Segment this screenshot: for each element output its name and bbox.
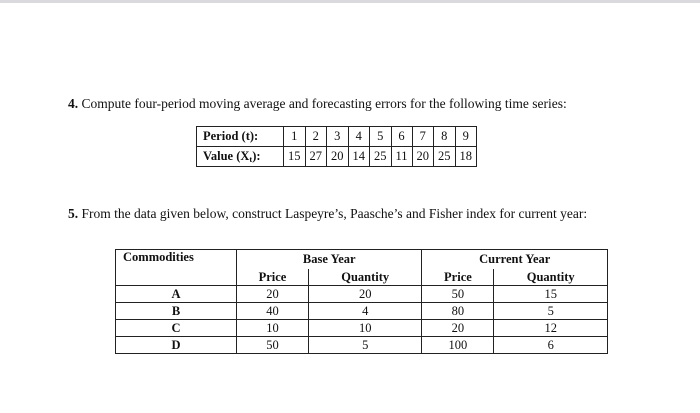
base-qty-cell: 4 xyxy=(308,303,422,320)
question-5-number: 5. xyxy=(68,206,79,221)
value-cell: 25 xyxy=(370,147,392,167)
base-qty-cell: 10 xyxy=(308,320,422,337)
period-label: Period (t): xyxy=(197,127,284,147)
question-4 xyxy=(68,96,567,112)
base-qty-cell: 20 xyxy=(308,286,422,303)
period-cell: 5 xyxy=(370,127,392,147)
col-base-year: Base Year xyxy=(237,250,422,270)
table-row xyxy=(116,320,608,337)
value-cell: 27 xyxy=(305,147,327,167)
commodities-table xyxy=(115,249,608,354)
period-cell: 3 xyxy=(327,127,349,147)
header-row-1 xyxy=(116,250,608,270)
commodity-cell: A xyxy=(116,286,237,303)
period-cell: 9 xyxy=(455,127,477,147)
cur-price-cell: 100 xyxy=(422,337,494,354)
commodity-cell: B xyxy=(116,303,237,320)
value-label xyxy=(197,147,284,167)
value-cell: 25 xyxy=(434,147,456,167)
value-cell: 18 xyxy=(455,147,477,167)
time-series-table xyxy=(196,126,477,167)
cur-qty-cell: 5 xyxy=(494,303,608,320)
period-cell: 2 xyxy=(305,127,327,147)
cur-price-cell: 80 xyxy=(422,303,494,320)
cur-qty-cell: 12 xyxy=(494,320,608,337)
period-cell: 7 xyxy=(412,127,434,147)
period-cell: 1 xyxy=(284,127,306,147)
base-price-cell: 50 xyxy=(237,337,309,354)
value-label-text: Value (X xyxy=(203,149,250,163)
period-cell: 6 xyxy=(391,127,412,147)
period-cell: 4 xyxy=(348,127,370,147)
top-border xyxy=(0,0,700,3)
col-current-price: Price xyxy=(422,269,494,286)
cur-qty-cell: 6 xyxy=(494,337,608,354)
cur-price-cell: 20 xyxy=(422,320,494,337)
table-row xyxy=(116,337,608,354)
question-5-text: From the data given below, construct Laspeyre’s, Paasche’s and Fisher index for current year: xyxy=(78,206,588,221)
value-cell: 15 xyxy=(284,147,306,167)
value-cell: 20 xyxy=(327,147,349,167)
table-row xyxy=(116,303,608,320)
col-base-quantity: Quantity xyxy=(308,269,422,286)
value-label-subscript: t xyxy=(249,154,253,164)
col-current-year: Current Year xyxy=(422,250,608,270)
question-5 xyxy=(68,206,587,222)
base-price-cell: 10 xyxy=(237,320,309,337)
period-cell: 8 xyxy=(434,127,456,147)
question-4-number: 4. xyxy=(68,96,79,111)
base-price-cell: 40 xyxy=(237,303,309,320)
value-row xyxy=(197,147,477,167)
value-cell: 14 xyxy=(348,147,370,167)
col-current-quantity: Quantity xyxy=(494,269,608,286)
commodity-cell: C xyxy=(116,320,237,337)
base-price-cell: 20 xyxy=(237,286,309,303)
table-row xyxy=(116,286,608,303)
cur-price-cell: 50 xyxy=(422,286,494,303)
value-cell: 11 xyxy=(391,147,412,167)
col-base-price: Price xyxy=(237,269,309,286)
cur-qty-cell: 15 xyxy=(494,286,608,303)
commodity-cell: D xyxy=(116,337,237,354)
col-commodities: Commodities xyxy=(116,250,237,286)
base-qty-cell: 5 xyxy=(308,337,422,354)
question-4-text: Compute four-period moving average and forecasting errors for the following time series: xyxy=(78,96,567,111)
period-row xyxy=(197,127,477,147)
value-label-tail: ): xyxy=(252,149,261,163)
value-cell: 20 xyxy=(412,147,434,167)
